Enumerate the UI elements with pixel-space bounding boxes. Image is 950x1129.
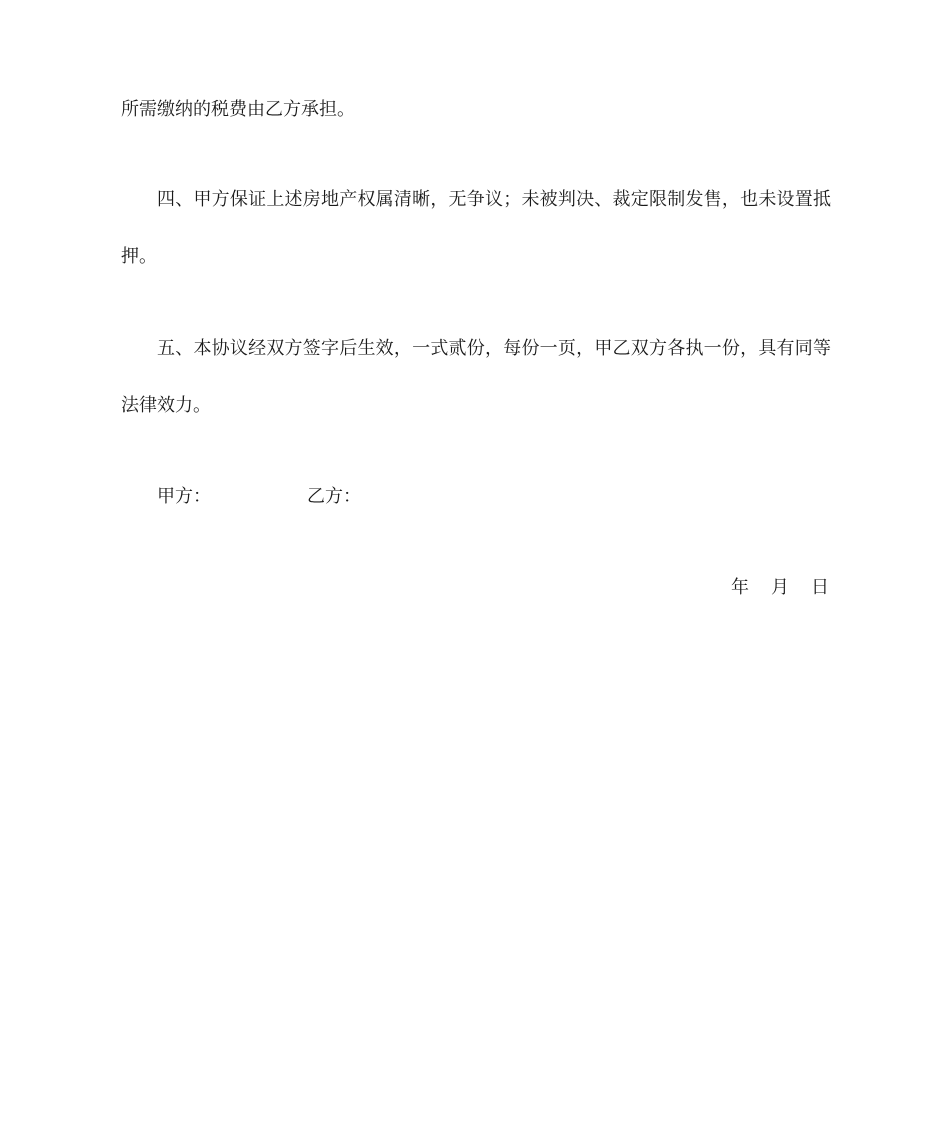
signature-date bbox=[731, 576, 829, 600]
paragraph-tail: 所需缴纳的税费由乙方承担。 bbox=[121, 99, 355, 120]
date-day-label: 日 bbox=[811, 577, 829, 598]
clause-4-line-1: 四、甲方保证上述房地产权属清晰，无争议；未被判决、裁定限制发售，也未设置抵 bbox=[157, 189, 831, 210]
clause-5-line-1: 五、本协议经双方签字后生效，一式贰份，每份一页，甲乙双方各执一份，具有同等 bbox=[157, 338, 831, 359]
date-year-label: 年 bbox=[731, 577, 749, 598]
party-b-signature-label: 乙方： bbox=[307, 486, 361, 507]
date-month-label: 月 bbox=[771, 577, 789, 598]
clause-5-line-2: 法律效力。 bbox=[121, 395, 211, 416]
clause-4-line-2: 押。 bbox=[121, 246, 157, 267]
party-a-signature-label: 甲方： bbox=[157, 486, 211, 507]
